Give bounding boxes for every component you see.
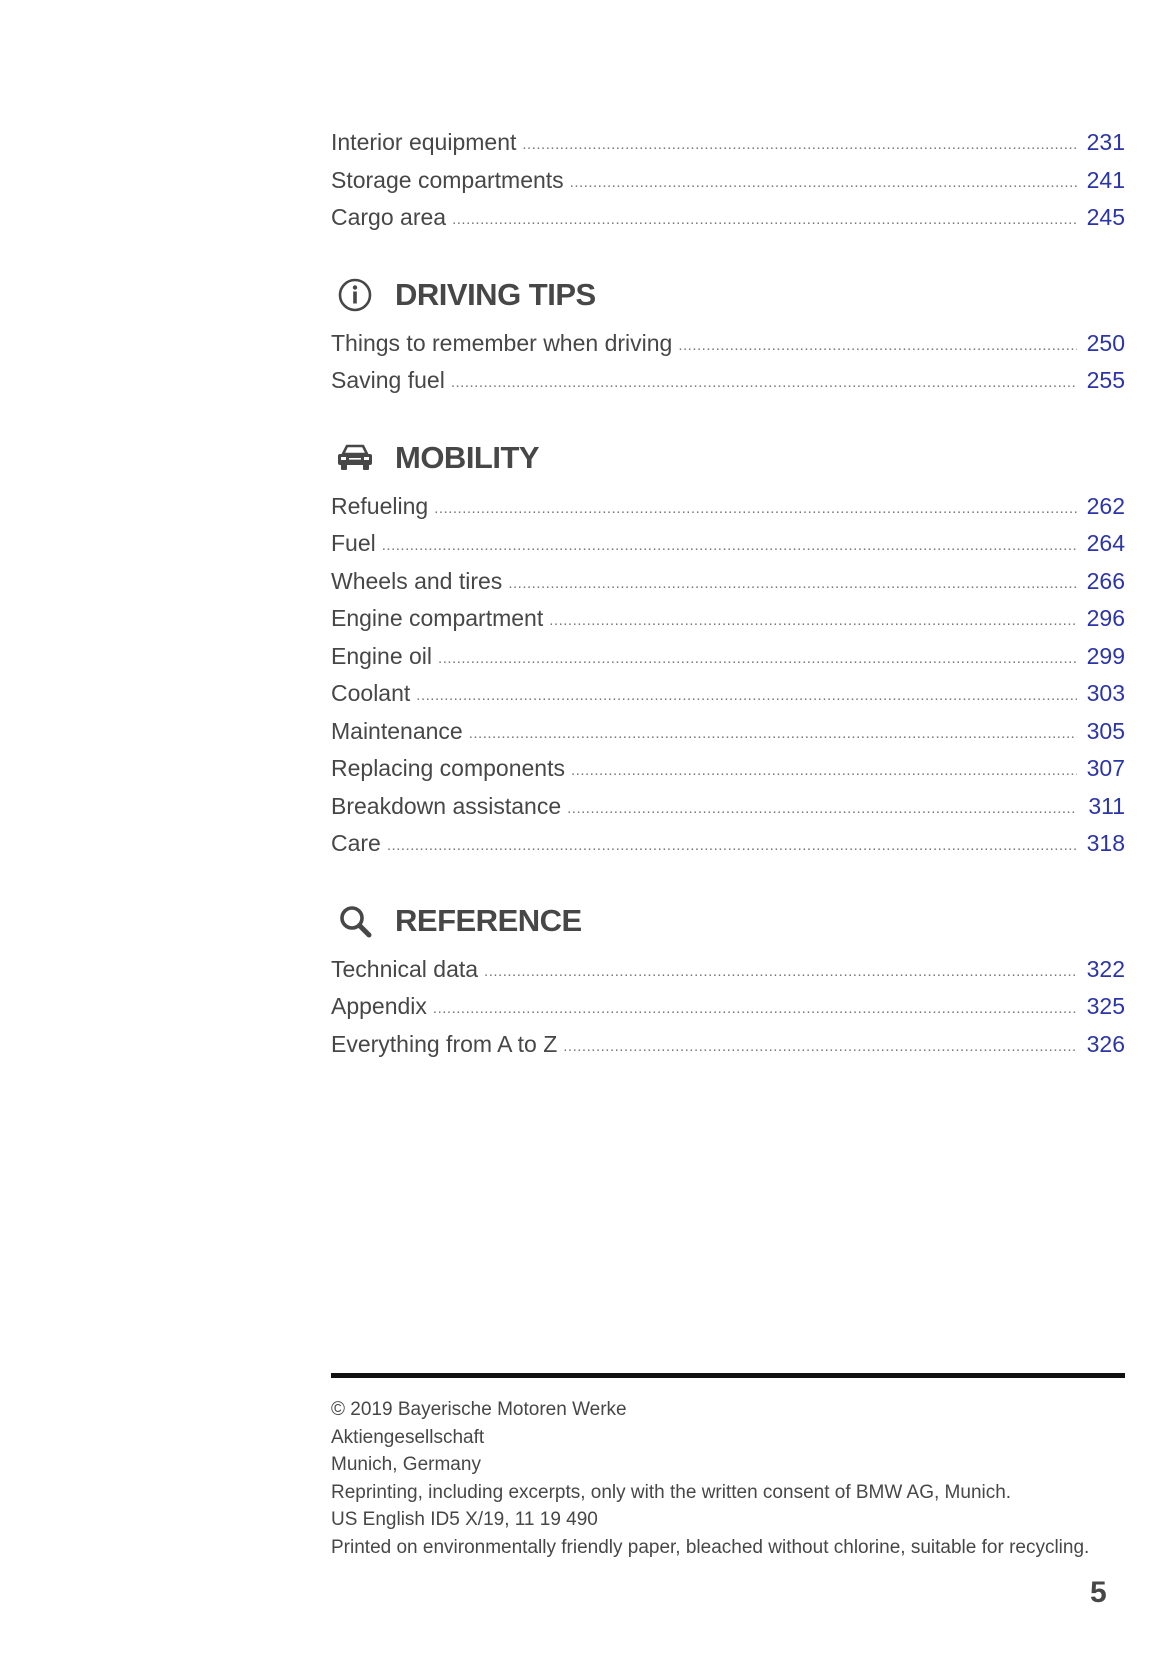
toc-entry[interactable] bbox=[331, 600, 1125, 638]
toc-entry-title: Appendix bbox=[331, 993, 427, 1019]
imprint-line: © 2019 Bayerische Motoren Werke bbox=[331, 1399, 627, 1420]
toc-dot-leader bbox=[571, 752, 1077, 790]
toc-entry[interactable] bbox=[331, 638, 1125, 676]
toc-page-link[interactable]: 299 bbox=[1086, 642, 1125, 669]
toc-dot-leader bbox=[522, 126, 1077, 164]
toc-dot-leader bbox=[678, 327, 1077, 365]
toc-entry[interactable] bbox=[331, 825, 1125, 863]
toc-dot-leader bbox=[438, 640, 1077, 678]
toc-page-link[interactable]: 318 bbox=[1086, 830, 1125, 856]
toc-entry-title: Breakdown assistance bbox=[331, 792, 562, 819]
toc-entry-title: Fuel bbox=[331, 530, 376, 556]
toc-section-mobility bbox=[331, 438, 1125, 863]
toc-page-link[interactable]: 303 bbox=[1086, 680, 1125, 706]
imprint-text bbox=[331, 1396, 1125, 1561]
section-title: DRIVING TIPS bbox=[395, 276, 596, 312]
toc-entry-title: Replacing components bbox=[331, 755, 565, 781]
toc-dot-leader bbox=[469, 715, 1077, 753]
toc-dot-leader bbox=[387, 827, 1077, 865]
toc-dot-leader bbox=[570, 164, 1077, 202]
toc-entry-title: Things to remember when driving bbox=[331, 329, 673, 356]
toc-page-link[interactable]: 307 bbox=[1086, 755, 1125, 781]
imprint-line: US English ID5 X/19, 11 19 490 bbox=[331, 1509, 598, 1530]
toc-dot-leader bbox=[549, 602, 1077, 640]
toc-entry[interactable] bbox=[331, 199, 1125, 237]
toc-dot-leader bbox=[567, 790, 1077, 828]
toc-page-link[interactable]: 322 bbox=[1086, 955, 1125, 982]
toc-entry-title: Cargo area bbox=[331, 204, 447, 230]
toc-page-link[interactable]: 305 bbox=[1086, 717, 1125, 744]
toc-entry-title: Interior equipment bbox=[331, 129, 517, 155]
toc-page-link[interactable]: 326 bbox=[1086, 1030, 1125, 1057]
section-title: MOBILITY bbox=[395, 439, 540, 475]
section-title: REFERENCE bbox=[395, 902, 582, 938]
imprint-line: Printed on environmentally friendly paper, bleached without chlorine, suitable for recycling. bbox=[331, 1536, 1090, 1558]
imprint-footer bbox=[331, 1373, 1125, 1561]
toc-entry-title: Refueling bbox=[331, 492, 429, 519]
toc-entry-title: Everything from A to Z bbox=[331, 1030, 558, 1057]
toc-page-link[interactable]: 241 bbox=[1086, 166, 1125, 193]
table-of-contents bbox=[331, 124, 1125, 1063]
toc-entry-title: Storage compartments bbox=[331, 166, 564, 193]
toc-entry[interactable] bbox=[331, 750, 1125, 788]
toc-entry[interactable] bbox=[331, 488, 1125, 526]
toc-dot-leader bbox=[416, 677, 1077, 715]
toc-page-link[interactable]: 311 bbox=[1088, 792, 1125, 819]
toc-entry-title: Engine compartment bbox=[331, 605, 544, 631]
toc-entry-title: Technical data bbox=[331, 955, 479, 982]
toc-page-link[interactable]: 255 bbox=[1086, 367, 1125, 393]
toc-entry[interactable] bbox=[331, 713, 1125, 751]
toc-entry[interactable] bbox=[331, 162, 1125, 200]
imprint-line: Munich, Germany bbox=[331, 1454, 481, 1475]
toc-page-link[interactable]: 325 bbox=[1086, 993, 1125, 1019]
imprint-line: Aktiengesellschaft bbox=[331, 1426, 485, 1448]
search-icon bbox=[335, 901, 375, 941]
toc-dot-leader bbox=[382, 527, 1077, 565]
toc-entry-title: Maintenance bbox=[331, 717, 463, 744]
toc-dot-leader bbox=[563, 1028, 1077, 1066]
info-circle-icon bbox=[335, 275, 375, 315]
toc-entry[interactable] bbox=[331, 988, 1125, 1026]
toc-entry-title: Saving fuel bbox=[331, 367, 445, 393]
toc-entry-title: Care bbox=[331, 830, 381, 856]
toc-entry[interactable] bbox=[331, 951, 1125, 989]
car-icon bbox=[335, 438, 375, 478]
toc-section-interior bbox=[331, 124, 1125, 237]
toc-entry-title: Engine oil bbox=[331, 642, 433, 669]
toc-section-driving-tips bbox=[331, 275, 1125, 400]
footer-divider bbox=[331, 1373, 1125, 1378]
toc-entry[interactable] bbox=[331, 675, 1125, 713]
toc-entry[interactable] bbox=[331, 325, 1125, 363]
toc-page-link[interactable]: 266 bbox=[1086, 567, 1125, 594]
toc-page-link[interactable]: 250 bbox=[1086, 329, 1125, 356]
section-heading bbox=[331, 438, 1125, 478]
toc-entry-title: Wheels and tires bbox=[331, 567, 503, 594]
toc-entry[interactable] bbox=[331, 124, 1125, 162]
toc-page-link[interactable]: 231 bbox=[1086, 129, 1125, 155]
toc-section-reference bbox=[331, 901, 1125, 1064]
toc-dot-leader bbox=[508, 565, 1077, 603]
toc-entry-title: Coolant bbox=[331, 680, 411, 706]
toc-dot-leader bbox=[452, 201, 1077, 239]
toc-entry[interactable] bbox=[331, 1026, 1125, 1064]
toc-page-link[interactable]: 296 bbox=[1086, 605, 1125, 631]
toc-page-link[interactable]: 245 bbox=[1086, 204, 1125, 230]
section-heading bbox=[331, 275, 1125, 315]
toc-dot-leader bbox=[451, 364, 1077, 402]
section-heading bbox=[331, 901, 1125, 941]
toc-dot-leader bbox=[484, 953, 1077, 991]
toc-entry[interactable] bbox=[331, 362, 1125, 400]
toc-dot-leader bbox=[433, 990, 1077, 1028]
page-number: 5 bbox=[1090, 1576, 1107, 1609]
toc-entry[interactable] bbox=[331, 563, 1125, 601]
toc-page-link[interactable]: 264 bbox=[1086, 530, 1125, 556]
imprint-line: Reprinting, including excerpts, only with the written consent of BMW AG, Munich. bbox=[331, 1481, 1012, 1503]
toc-entry[interactable] bbox=[331, 525, 1125, 563]
toc-entry[interactable] bbox=[331, 788, 1125, 826]
toc-page-link[interactable]: 262 bbox=[1086, 492, 1125, 519]
toc-dot-leader bbox=[434, 490, 1077, 528]
